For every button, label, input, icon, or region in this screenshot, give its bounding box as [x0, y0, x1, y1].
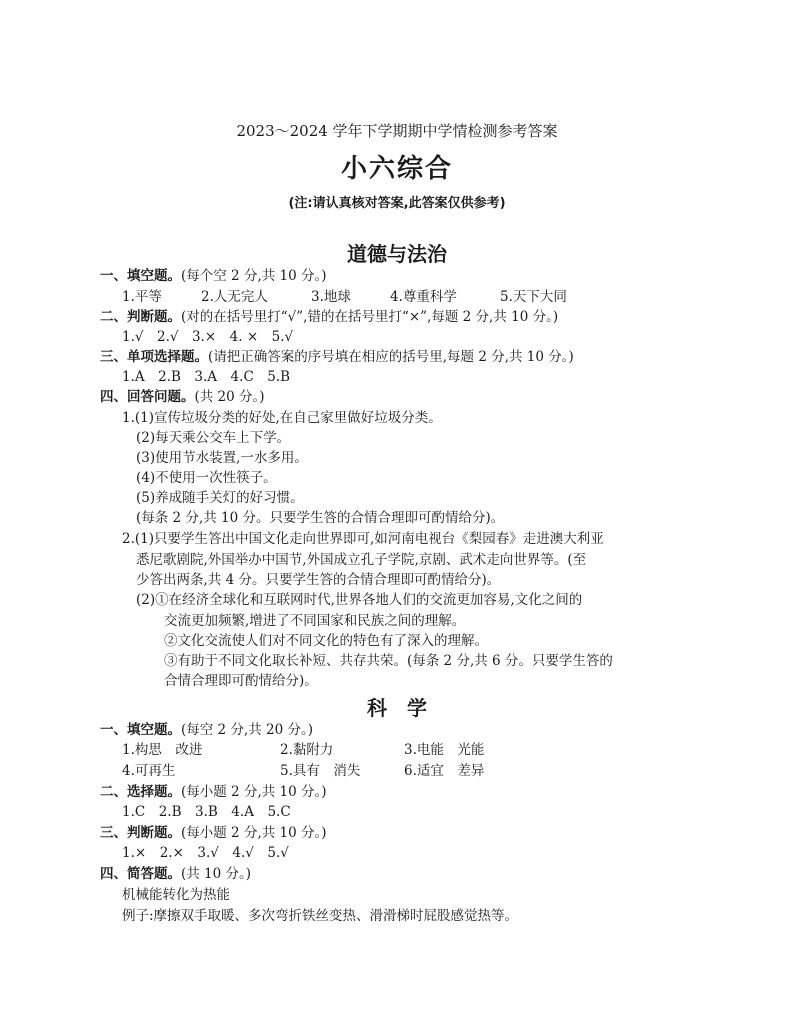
moral-s4-line-10: (2)①在经济全球化和互联网时代,世界各地人们的交流更加容易,文化之间的: [136, 592, 583, 608]
science-s2-heading: [100, 782, 327, 802]
science-s4-heading: [100, 864, 251, 884]
moral-s3-title: 三、单项选择题。: [100, 349, 208, 365]
moral-s1-title: 一、填空题。: [100, 268, 181, 284]
moral-s1-answer-4: 4.尊重科学: [390, 289, 457, 305]
moral-s4-line-14: 合情合理即可酌情给分)。: [164, 673, 318, 689]
science-s4-line-2: 例子:摩擦双手取暖、多次弯折铁丝变热、滑滑梯时屁股感觉热等。: [122, 908, 519, 924]
moral-s2-heading: [100, 307, 558, 327]
moral-s1-detail: (每个空 2 分,共 10 分。): [181, 268, 327, 284]
science-s2-detail: (每小题 2 分,共 10 分。): [181, 784, 327, 800]
moral-s2-title: 二、判断题。: [100, 309, 181, 325]
moral-s3-heading: [100, 347, 574, 367]
moral-s4-line-7: 2.(1)只要学生答出中国文化走向世界即可,如河南电视台《梨园春》走进澳大利亚: [122, 531, 604, 547]
moral-s4-line-2: (2)每天乘公交车上下学。: [136, 430, 291, 446]
moral-s4-line-12: ②文化交流使人们对不同文化的特色有了深入的理解。: [164, 633, 488, 649]
moral-s2-detail: (对的在括号里打“√”,错的在括号里打“×”,每题 2 分,共 10 分。): [181, 309, 559, 325]
document-note: (注:请认真核对答案,此答案仅供参考): [288, 196, 506, 211]
moral-s4-line-5: (5)养成随手关灯的好习惯。: [136, 490, 304, 506]
science-s1-answer-4: 4.可再生: [122, 763, 176, 779]
science-heading: 科 学: [367, 696, 427, 720]
moral-s1-answer-5: 5.天下大同: [500, 289, 567, 305]
moral-s4-line-4: (4)不使用一次性筷子。: [136, 470, 277, 486]
moral-s1-heading: [100, 266, 327, 286]
science-s1-answer-1: 1.构思 改进: [122, 742, 203, 758]
moral-s3-answers: 1.A 2.B 3.A 4.C 5.B: [122, 369, 291, 385]
science-s2-title: 二、选择题。: [100, 784, 181, 800]
science-s4-line-1: 机械能转化为热能: [122, 887, 230, 903]
science-s4-detail: (共 10 分。): [181, 866, 252, 882]
moral-s4-line-6: (每条 2 分,共 10 分。只要学生答的合情合理即可酌情给分)。: [136, 510, 505, 526]
moral-s4-detail: (共 20 分。): [194, 389, 265, 405]
document-title: 2023～2024 学年下学期期中学情检测参考答案: [236, 122, 558, 140]
moral-s1-answer-3: 3.地球: [311, 289, 351, 305]
moral-s4-line-13: ③有助于不同文化取长补短、共存共荣。(每条 2 分,共 6 分。只要学生答的: [164, 653, 613, 669]
moral-s4-line-11: 交流更加频繁,增进了不同国家和民族之间的理解。: [164, 613, 466, 629]
science-s2-answers: 1.C 2.B 3.B 4.A 5.C: [122, 804, 291, 820]
science-s1-title: 一、填空题。: [100, 722, 181, 738]
moral-s4-title: 四、回答问题。: [100, 389, 195, 405]
moral-s4-heading: [100, 387, 265, 407]
moral-s1-answer-2: 2.人无完人: [201, 289, 268, 305]
moral-s4-line-8: 悉尼歌剧院,外国举办中国节,外国成立孔子学院,京剧、武术走向世界等。(至: [136, 552, 587, 568]
science-s3-title: 三、判断题。: [100, 825, 181, 841]
science-s1-answer-2: 2.黏附力: [280, 742, 334, 758]
science-s3-answers: 1.× 2.× 3.√ 4.√ 5.√: [122, 845, 289, 861]
science-s1-answer-6: 6.适宜 差异: [404, 763, 485, 779]
science-s1-answer-3: 3.电能 光能: [404, 742, 485, 758]
moral-heading: 道德与法治: [347, 242, 447, 266]
science-s4-title: 四、简答题。: [100, 866, 181, 882]
moral-s4-line-1: 1.(1)宣传垃圾分类的好处,在自己家里做好垃圾分类。: [122, 410, 442, 426]
moral-s2-answers: 1.√ 2.√ 3.× 4. × 5.√: [122, 329, 294, 345]
moral-s4-line-9: 少答出两条,共 4 分。只要学生答的合情合理即可酌情给分)。: [136, 572, 501, 588]
science-s1-answer-5: 5.具有 消失: [280, 763, 361, 779]
moral-s4-line-3: (3)使用节水装置,一水多用。: [136, 450, 308, 466]
moral-s1-answer-1: 1.平等: [122, 289, 162, 305]
science-s3-heading: [100, 823, 327, 843]
science-s1-detail: (每空 2 分,共 20 分。): [181, 722, 314, 738]
document-subtitle: 小六综合: [340, 154, 453, 184]
science-s1-heading: [100, 720, 313, 740]
moral-s3-detail: (请把正确答案的序号填在相应的括号里,每题 2 分,共 10 分。): [208, 349, 574, 365]
science-s3-detail: (每小题 2 分,共 10 分。): [181, 825, 327, 841]
